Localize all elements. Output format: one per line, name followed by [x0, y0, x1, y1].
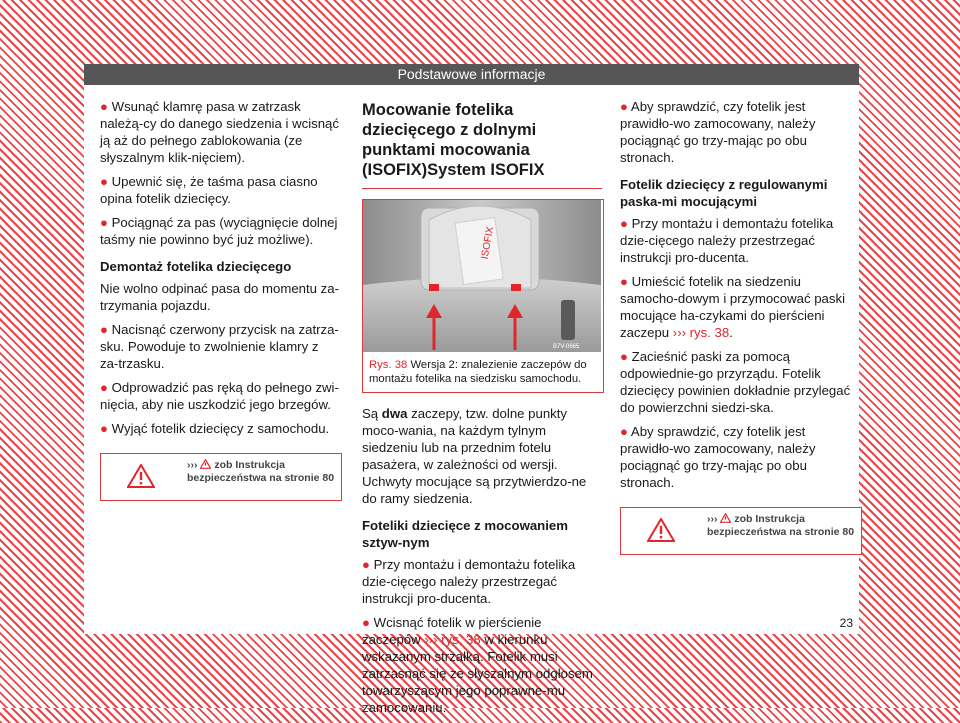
isofix-label: ISOFIX [479, 225, 497, 261]
isofix-photo [363, 200, 601, 352]
figure-link[interactable]: ››› rys. 38 [672, 325, 730, 340]
bullet-icon: ● [100, 322, 108, 337]
bullet-icon: ● [362, 557, 370, 572]
column-left [100, 98, 340, 501]
bullet-icon: ● [620, 99, 628, 114]
paragraph [362, 405, 602, 507]
paragraph-text: Wsunąć klamrę pasa w zatrzask należą-cy do danego siedzenia i wcisnąć ją aż do pełnego zablokowania (ze słyszalnym klik-nięciem). [100, 99, 339, 165]
warning-reference[interactable] [187, 459, 337, 485]
text: Są [362, 406, 382, 421]
column-middle [362, 98, 602, 723]
subheading: Fotelik dziecięcy z regulowanymi paska-mi mocującymi [620, 177, 828, 209]
paragraph-text: Wyjąć fotelik dziecięcy z samochodu. [111, 421, 330, 436]
column-right [620, 98, 860, 555]
bold-text: dwa [381, 406, 408, 421]
bullet-icon: ● [362, 615, 370, 630]
subheading: Demontaż fotelika dziecięcego [100, 259, 292, 274]
paragraph-text: Upewnić się, że taśma pasa ciasno opina fotelik dziecięcy. [100, 174, 318, 206]
page-header: Podstawowe informacje [84, 64, 859, 85]
caption-text: Wersja 2: znalezienie zaczepów do montażu fotelika na siedzisku samochodu. [369, 359, 587, 385]
bullet-icon: ● [100, 174, 108, 189]
text: zaczepy, tzw. dolne punkty moco-wania, na każdym tylnym siedzeniu lub na przednim fotelu pasażera, w zależności od wersji. Uchwyty mocujące są przytwierdzo-ne do ramy siedzenia. [362, 406, 587, 506]
figure [362, 199, 604, 393]
paragraph-text: Wcisnąć fotelik w pierścienie zaczepów [362, 615, 542, 647]
warning-icon [127, 464, 155, 488]
paragraph-text: Umieścić fotelik na siedzeniu samocho-dowym i przymocować paski mocujące ha-czykami do pierścieni zaczepu [620, 274, 845, 340]
bullet-icon: ● [100, 215, 108, 230]
chevron-icon: ››› [187, 459, 198, 471]
section-title: Mocowanie fotelika dziecięcego z dolnymi punktami mocowania (ISOFIX)System ISOFIX [362, 100, 602, 189]
warning-icon [647, 518, 675, 542]
paragraph [620, 98, 860, 166]
paragraph [100, 379, 340, 413]
paragraph [620, 215, 860, 266]
paragraph-text: Pociągnąć za pas (wyciągnięcie dolnej taśmy nie powinno być już możliwe). [100, 215, 338, 247]
bullet-icon: ● [620, 216, 628, 231]
paragraph [100, 420, 340, 437]
warning-box [620, 507, 862, 555]
bullet-icon: ● [100, 380, 108, 395]
warning-box [100, 453, 342, 501]
paragraph-text: Przy montażu i demontażu fotelika dzie-cięcego należy przestrzegać instrukcji pro-ducenta. [620, 216, 834, 265]
small-warning-icon [200, 459, 211, 469]
paragraph-text: Zacieśnić paski za pomocą odpowiednie-go przyrządu. Fotelik dziecięcy powinien dokładnie przylegać do powierzchni siedzi-ska. [620, 349, 851, 415]
figure-code: B7V-0665 [553, 344, 580, 350]
warning-text: zob Instrukcja bezpieczeństwa na stronie 80 [707, 513, 855, 538]
subheading: Foteliki dziecięce z mocowaniem sztyw-nym [362, 518, 568, 550]
warning-text: zob Instrukcja bezpieczeństwa na stronie 80 [187, 459, 335, 484]
paragraph [620, 348, 860, 416]
paragraph-text: Odprowadzić pas ręką do pełnego zwi-nięcia, aby nie uszkodzić jego brzegów. [100, 380, 339, 412]
paragraph [100, 214, 340, 248]
figure-number: Rys. 38 [369, 359, 408, 371]
figure-link[interactable]: ››› rys. 38 [424, 632, 481, 647]
paragraph [100, 98, 340, 166]
chevron-icon: ››› [707, 513, 718, 525]
bullet-icon: ● [620, 274, 628, 289]
paragraph-text: Aby sprawdzić, czy fotelik jest prawidło-wo zamocowany, należy pociągnąć go trzy-mając po obu stronach. [620, 424, 816, 490]
figure-caption [363, 352, 603, 392]
paragraph [362, 556, 602, 607]
paragraph-text: w kierunku wskazanym strzałką. Fotelik musi zatrzasnąć się ze słyszalnym odgłosem towarzyszącym jego poprawne-mu zamocowaniu. [362, 632, 593, 715]
bullet-icon: ● [620, 349, 628, 364]
page [84, 64, 859, 715]
paragraph [620, 423, 860, 491]
paragraph [100, 321, 340, 372]
paragraph-text: Nacisnąć czerwony przycisk na zatrza-sku. Powoduje to zwolnienie klamry z za-trzasku. [100, 322, 339, 371]
paragraph: Nie wolno odpinać pasa do momentu za-trzymania pojazdu. [100, 281, 339, 313]
warning-reference[interactable] [707, 513, 857, 539]
bullet-icon: ● [100, 99, 108, 114]
paragraph-text: Przy montażu i demontażu fotelika dzie-cięcego należy przestrzegać instrukcji pro-ducenta. [362, 557, 576, 606]
paragraph [620, 273, 860, 341]
paragraph [100, 173, 340, 207]
bullet-icon: ● [620, 424, 628, 439]
small-warning-icon [720, 513, 731, 523]
paragraph [362, 614, 602, 716]
paragraph-text: Aby sprawdzić, czy fotelik jest prawidło-wo zamocowany, należy pociągnąć go trzy-mając po obu stronach. [620, 99, 816, 165]
bullet-icon: ● [100, 421, 108, 436]
paragraph-text: . [729, 325, 733, 340]
page-number: 23 [839, 616, 853, 630]
